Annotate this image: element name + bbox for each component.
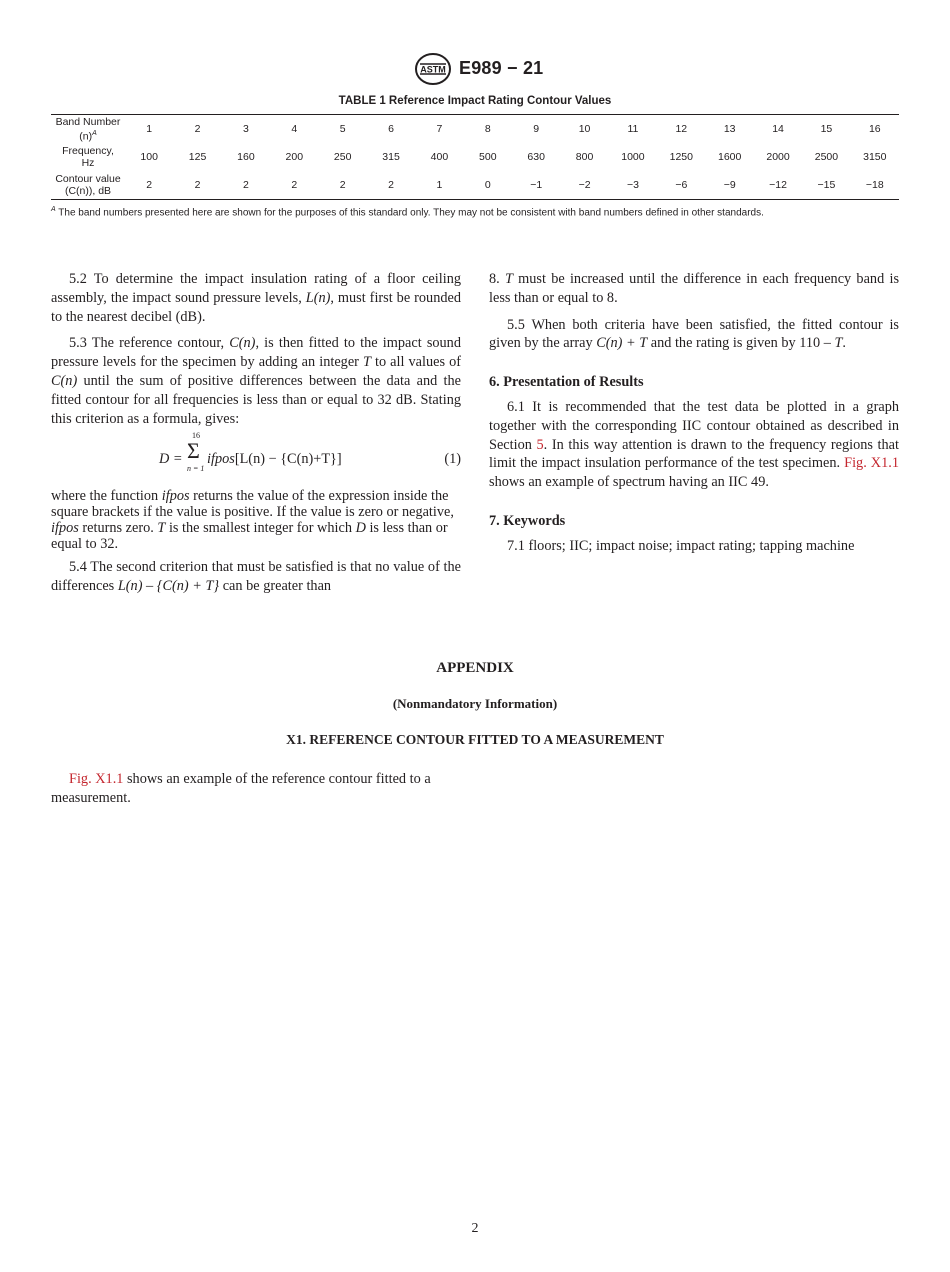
formula-rhs: ifpos[L(n) − {C(n)+T}] xyxy=(207,451,342,468)
logo-text: ASTM xyxy=(420,64,446,75)
table-cell: 160 xyxy=(237,151,255,163)
section-5-link[interactable]: 5 xyxy=(536,436,544,453)
document-id: E989 − 21 xyxy=(459,58,544,78)
x1-title: X1. REFERENCE CONTOUR FITTED TO A MEASUREMENT xyxy=(286,732,664,747)
table-cell: 10 xyxy=(578,123,591,135)
table-cell: 6 xyxy=(388,123,394,135)
row-header: Contour value (C(n)), dB xyxy=(55,173,121,197)
table-cell: 3 xyxy=(243,123,249,135)
paragraph-5-5: 5.5 When both criteria have been satisfied, the fitted contour is given by the array C(n) + T and the rating is given by 110 – T. xyxy=(489,316,899,352)
frequency-row xyxy=(51,143,899,171)
paragraph-7-1: 7.1 floors; IIC; impact noise; impact rating; tapping machine xyxy=(507,537,855,554)
table-cell: 800 xyxy=(575,151,594,163)
table-cell: 2 xyxy=(388,179,394,191)
left-column xyxy=(51,270,461,596)
x1-paragraph: Fig. X1.1 shows an example of the reference contour fitted to a measurement. xyxy=(51,771,431,806)
table-cell: 0 xyxy=(484,179,491,191)
table-cell: 500 xyxy=(479,151,497,163)
footnote-marker: A xyxy=(51,206,56,213)
summation-symbol: Σ xyxy=(187,438,200,464)
table-cell: 7 xyxy=(436,123,443,135)
table-cell: 125 xyxy=(188,151,207,163)
table-cell: −18 xyxy=(865,179,884,191)
table-cell: 400 xyxy=(430,151,449,163)
fig-x1-1-link-appendix[interactable]: Fig. X1.1 xyxy=(69,771,124,787)
fig-x1-1-link[interactable]: Fig. X1.1 xyxy=(844,455,900,472)
formula-lhs: D = xyxy=(159,451,183,468)
table-cell: 1000 xyxy=(621,151,645,163)
row-header: Frequency, Hz xyxy=(62,145,114,169)
row-header: Band Number $(n)^A$ xyxy=(55,115,121,143)
band-number-row xyxy=(51,115,899,143)
page-number: 2 xyxy=(471,1221,479,1236)
appendix-subtitle: (Nonmandatory Information) xyxy=(392,696,558,711)
table-cell: 2 xyxy=(291,179,298,191)
contour-value-row xyxy=(51,171,899,199)
table-cell: 8 xyxy=(484,123,491,135)
table-cell: −12 xyxy=(769,179,787,191)
paragraph-5-4-continued: 8. T must be increased until the difference in each frequency band is less than or equal to 8. xyxy=(489,271,900,306)
paragraph-5-4: 5.4 The second criterion that must be satisfied is that no value of the differences L(n) – {C(n) + T} can be greater than xyxy=(51,559,461,595)
table-cell: 315 xyxy=(382,151,400,163)
section-6-heading: 6. Presentation of Results xyxy=(489,374,644,391)
table-cell: 2 xyxy=(146,179,153,191)
table-cell: 2 xyxy=(339,179,346,191)
table-cell: 1 xyxy=(436,179,443,191)
table-cell: 250 xyxy=(333,151,352,163)
table-cell: 5 xyxy=(339,123,346,135)
table-cell: −6 xyxy=(675,179,688,191)
table-cell: 13 xyxy=(723,123,736,135)
table-footnote xyxy=(51,206,911,218)
paragraph-6-1: 6.1 It is recommended that the test data be plotted in a graph together with the corresponding IIC contour obtained as described in Section 5. In this way attention is drawn to the frequency regions that limit the impact insulation performance of the test specimen. Fig. X1.1 shows an example of spectrum having an IIC 49. xyxy=(489,398,900,491)
astm-logo-icon xyxy=(413,52,453,86)
table-cell: 14 xyxy=(772,123,784,135)
table-caption: TABLE 1 Reference Impact Rating Contour Values xyxy=(338,95,612,107)
page-header xyxy=(0,52,950,88)
right-column xyxy=(489,270,899,556)
table-cell: 2500 xyxy=(814,151,839,163)
table-cell: 2000 xyxy=(766,151,790,163)
appendix-title: APPENDIX xyxy=(436,660,514,676)
table-cell: 1250 xyxy=(669,151,693,163)
table-cell: 630 xyxy=(527,151,545,163)
paragraph-5-3: 5.3 The reference contour, C(n), is then fitted to the impact sound pressure levels for the specimen by adding an integer T to all values of C(n) until the sum of positive differences between the data and the fitted contour for all frequencies is less than or equal to 32 dB. Stating this criterion as a formula, gives: xyxy=(51,335,461,427)
paragraph-5-2: 5.2 To determine the impact insulation rating of a floor ceiling assembly, the impact sound pressure levels, L(n), must first be rounded to the nearest decibel (dB). xyxy=(51,271,461,325)
table-cell: 16 xyxy=(868,123,881,135)
formula-1 xyxy=(51,431,461,482)
table-cell: 200 xyxy=(285,151,304,163)
table-cell: 9 xyxy=(533,123,540,135)
table-cell: 2 xyxy=(243,179,249,191)
table-cell: 100 xyxy=(140,151,158,163)
table-cell: 1 xyxy=(146,123,153,135)
formula-upper-limit: 16 xyxy=(192,431,200,441)
formula-lower-limit: n = 1 xyxy=(187,464,205,474)
footnote-text: The band numbers presented here are shown for the purposes of this standard only. They may not be consistent with band numbers defined in other standards. xyxy=(55,207,764,219)
table-cell: −9 xyxy=(723,179,736,191)
section-7-heading: 7. Keywords xyxy=(489,512,566,529)
table-cell: 2 xyxy=(194,179,201,191)
table-cell: 12 xyxy=(675,123,688,135)
table-cell: 3150 xyxy=(863,151,887,163)
table-cell: −1 xyxy=(530,179,543,191)
reference-contour-table xyxy=(51,114,899,200)
table-cell: 15 xyxy=(820,123,833,135)
table-cell: 4 xyxy=(291,123,298,135)
paragraph-where: where the function ifpos returns the value of the expression inside the square brackets if the value is positive. If the value is zero or negative, ifpos returns zero. T is the smallest integer for which D is less than or equal to 32. xyxy=(51,488,454,553)
formula-number: (1) xyxy=(444,451,461,468)
table-cell: 2 xyxy=(194,123,201,135)
table-cell: −15 xyxy=(817,179,836,191)
table-cell: 1600 xyxy=(718,151,742,163)
table-cell: −2 xyxy=(578,179,591,191)
contour-values-grid xyxy=(51,115,899,199)
table-cell: 11 xyxy=(627,123,639,135)
table-cell: −3 xyxy=(626,179,639,191)
